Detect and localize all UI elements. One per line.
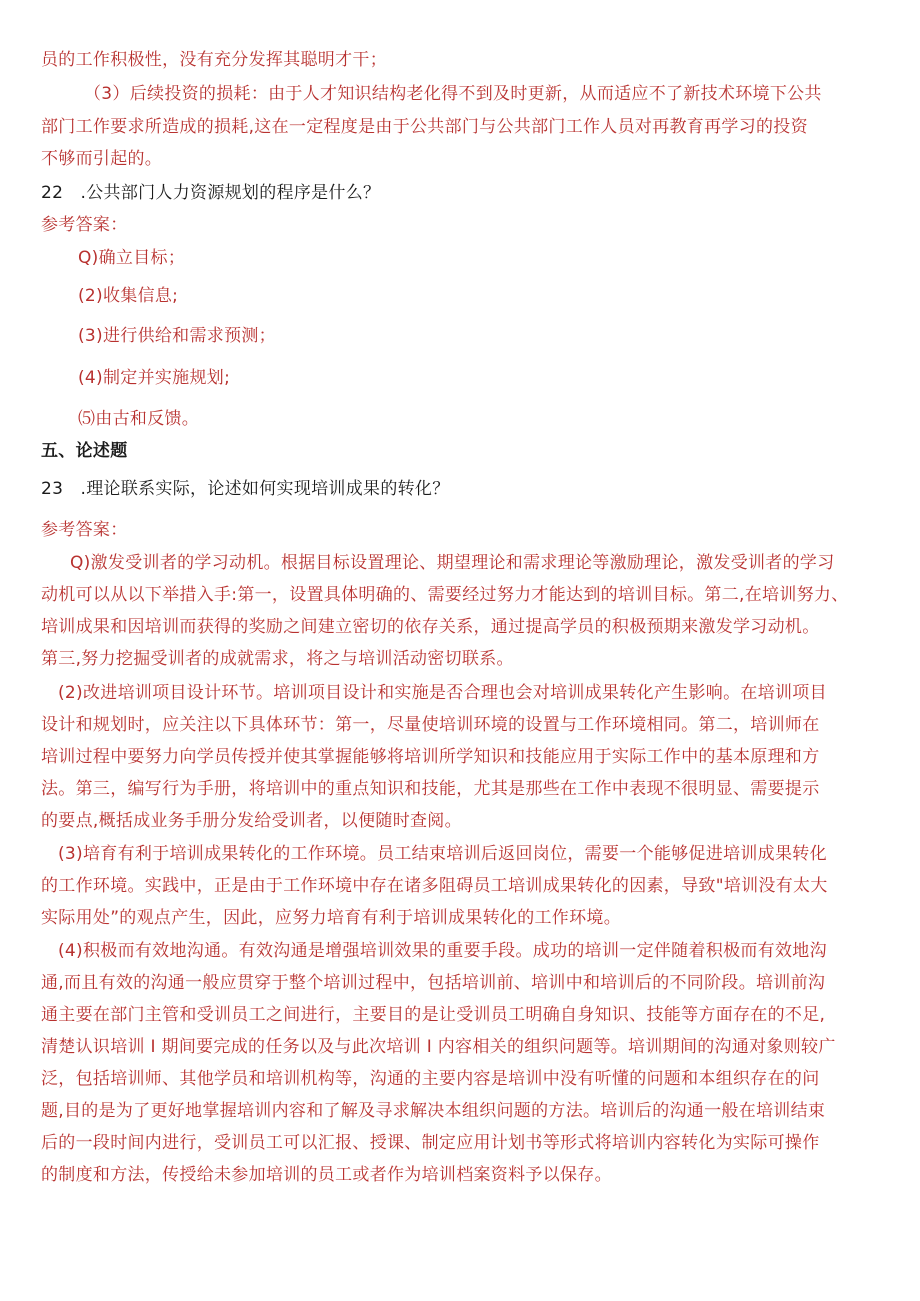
intro-line: （3）后续投资的损耗：由于人才知识结构老化得不到及时更新，从而适应不了新技术环境下公共	[84, 84, 822, 104]
paragraph-line: 法。第三，编写行为手册，将培训中的重点知识和技能，尤其是那些在工作中表现不很明显、需要提示	[41, 779, 820, 799]
answer-item: ⑸由古和反馈。	[78, 409, 200, 429]
intro-line: 不够而引起的。	[41, 149, 163, 169]
paragraph-line: 清楚认识培训 I 期间要完成的任务以及与此次培训 I 内容相关的组织问题等。培训期间的沟通对象则较广	[41, 1037, 836, 1057]
question-22: 22 .公共部门人力资源规划的程序是什么？	[41, 183, 381, 203]
paragraph-line: 的要点,概括成业务手册分发给受训者，以便随时查阅。	[41, 811, 462, 831]
paragraph-line: 通主要在部门主管和受训员工之间进行，主要目的是让受训员工明确自身知识、技能等方面存在的不足,	[41, 1005, 826, 1025]
paragraph-line: (3)培育有利于培训成果转化的工作环境。员工结束培训后返回岗位，需要一个能够促进培训成果转化	[58, 844, 827, 864]
section-heading: 五、论述题	[41, 441, 128, 461]
paragraph-line: 题,目的是为了更好地掌握培训内容和了解及寻求解决本组织问题的方法。培训后的沟通一般在培训结束	[41, 1101, 826, 1121]
paragraph-line: 培训过程中要努力向学员传授并使其掌握能够将培训所学知识和技能应用于实际工作中的基本原理和方	[41, 747, 820, 767]
paragraph-line: (4)积极而有效地沟通。有效沟通是增强培训效果的重要手段。成功的培训一定伴随着积极而有效地沟	[58, 941, 827, 961]
answer-item: (4)制定并实施规划;	[78, 368, 231, 388]
intro-line: 部门工作要求所造成的损耗,这在一定程度是由于公共部门与公共部门工作人员对再教育再学习的投资	[41, 117, 808, 137]
answer-item: (3)进行供给和需求预测；	[78, 326, 276, 346]
answer-label: 参考答案：	[41, 520, 128, 540]
paragraph-line: 的工作环境。实践中，正是由于工作环境中存在诸多阻碍员工培训成果转化的因素，导致"培训没有太大	[41, 876, 828, 896]
intro-line: 员的工作积极性，没有充分发挥其聪明才干；	[41, 50, 387, 70]
paragraph-line: (2)改进培训项目设计环节。培训项目设计和实施是否合理也会对培训成果转化产生影响。在培训项目	[58, 683, 827, 703]
paragraph-line: 实际用处”的观点产生，因此，应努力培育有利于培训成果转化的工作环境。	[41, 908, 622, 928]
paragraph-line: 培训成果和因培训而获得的奖励之间建立密切的依存关系，通过提高学员的积极预期来激发学习动机。	[41, 617, 820, 637]
paragraph-line: Q)激发受训者的学习动机。根据目标设置理论、期望理论和需求理论等激励理论，激发受训者的学习	[70, 553, 835, 573]
answer-label: 参考答案：	[41, 215, 128, 235]
paragraph-line: 的制度和方法，传授给未参加培训的员工或者作为培训档案资料予以保存。	[41, 1165, 612, 1185]
paragraph-line: 后的一段时间内进行，受训员工可以汇报、授课、制定应用计划书等形式将培训内容转化为实际可操作	[41, 1133, 820, 1153]
answer-item: Q)确立目标；	[78, 248, 186, 268]
answer-item: (2)收集信息;	[78, 286, 179, 306]
paragraph-line: 第三,努力挖掘受训者的成就需求，将之与培训活动密切联系。	[41, 649, 514, 669]
question-23: 23 .理论联系实际，论述如何实现培训成果的转化？	[41, 479, 450, 499]
paragraph-line: 设计和规划时，应关注以下具体环节：第一，尽量使培训环境的设置与工作环境相同。第二，培训师在	[41, 715, 820, 735]
paragraph-line: 通,而且有效的沟通一般应贯穿于整个培训过程中，包括培训前、培训中和培训后的不同阶段。培训前沟	[41, 973, 826, 993]
paragraph-line: 动机可以从以下举措入手:第一，设置具体明确的、需要经过努力才能达到的培训目标。第二,在培训努力、	[41, 585, 849, 605]
paragraph-line: 泛，包括培训师、其他学员和培训机构等，沟通的主要内容是培训中没有听懂的问题和本组织存在的问	[41, 1069, 820, 1089]
